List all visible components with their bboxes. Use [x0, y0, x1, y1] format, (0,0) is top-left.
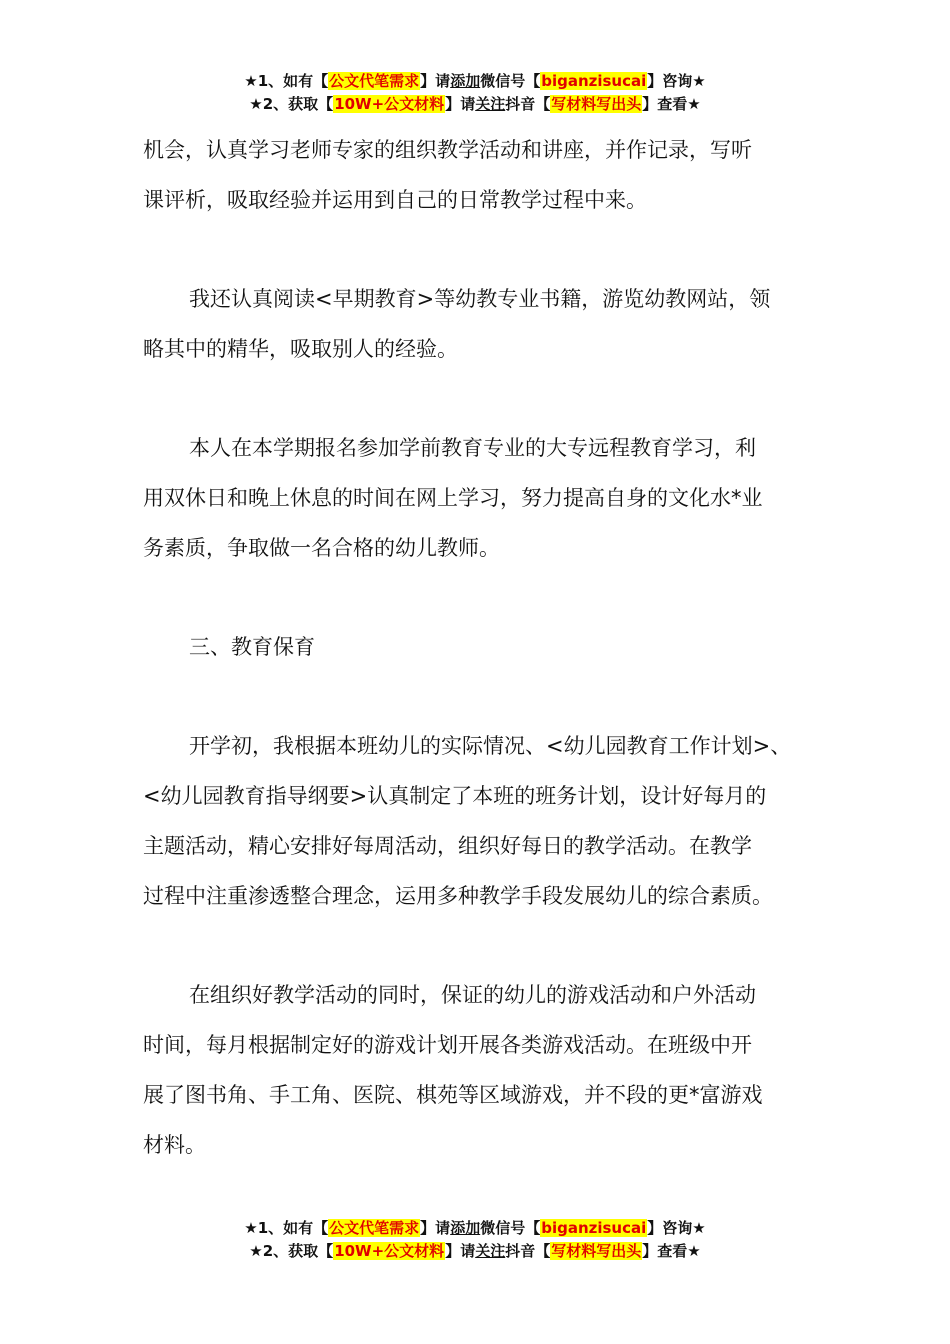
highlight-wechat-id: biganzisucai [541, 1219, 647, 1237]
document-body [143, 125, 823, 1170]
highlight-douyin-name: 写材料写出头 [551, 1242, 642, 1260]
highlight-service: 公文代笔需求 [329, 1219, 420, 1237]
section-heading: 三、教育保育 [189, 635, 315, 659]
banner-text: ★1、如有【 [244, 72, 329, 90]
banner-line-2 [0, 1240, 950, 1263]
banner-text: ★2、获取【 [249, 1242, 334, 1260]
underlined-word: 添加 [450, 72, 481, 90]
banner-text: 】请 [420, 1219, 451, 1237]
paragraph: 本人在本学期报名参加学前教育专业的大专远程教育学习，利 用双休日和晚上休息的时间在网上学习，努力提高自身的文化水*业 务素质，争取做一名合格的幼儿教师。 [143, 436, 763, 560]
paragraph: 在组织好教学活动的同时，保证的幼儿的游戏活动和户外活动 时间，每月根据制定好的游戏计划开展各类游戏活动。在班级中开 展了图书角、手工角、医院、棋苑等区域游戏，并不段的更*富游戏 材料。 [143, 983, 763, 1157]
banner-text: 】咨询★ [647, 72, 706, 90]
banner-text: 】请 [420, 72, 451, 90]
footer-banner [0, 1217, 950, 1263]
banner-text: 微信号【 [480, 72, 541, 90]
paragraph: 开学初，我根据本班幼儿的实际情况、<幼儿园教育工作计划>、 <幼儿园教育指导纲要>认真制定了本班的班务计划，设计好每月的 主题活动，精心安排好每周活动，组织好每日的教学活动。在教学 过程中注重渗透整合理念，运用多种教学手段发展幼儿的综合素质。 [143, 734, 792, 908]
banner-text: 微信号【 [480, 1219, 541, 1237]
banner-text: 抖音【 [505, 95, 551, 113]
banner-text: 】请 [445, 95, 476, 113]
underlined-word: 关注 [475, 1242, 506, 1260]
paragraph: 我还认真阅读<早期教育>等幼教专业书籍，游览幼教网站，领 略其中的精华，吸取别人的经验。 [143, 287, 771, 361]
banner-text: 】咨询★ [647, 1219, 706, 1237]
paragraph: 机会，认真学习老师专家的组织教学活动和讲座，并作记录，写听 课评析，吸取经验并运用到自己的日常教学过程中来。 [143, 138, 752, 212]
banner-text: 】请 [445, 1242, 476, 1260]
underlined-word: 关注 [475, 95, 506, 113]
highlight-materials: 10W+公文材料 [334, 1242, 445, 1260]
highlight-wechat-id: biganzisucai [541, 72, 647, 90]
banner-text: ★2、获取【 [249, 95, 334, 113]
banner-text: 抖音【 [505, 1242, 551, 1260]
banner-text: 】查看★ [642, 95, 701, 113]
highlight-douyin-name: 写材料写出头 [551, 95, 642, 113]
highlight-service: 公文代笔需求 [329, 72, 420, 90]
banner-line-1 [0, 1217, 950, 1240]
banner-line-1 [0, 70, 950, 93]
header-banner [0, 70, 950, 116]
banner-text: 】查看★ [642, 1242, 701, 1260]
highlight-materials: 10W+公文材料 [334, 95, 445, 113]
banner-line-2 [0, 93, 950, 116]
underlined-word: 添加 [450, 1219, 481, 1237]
banner-text: ★1、如有【 [244, 1219, 329, 1237]
